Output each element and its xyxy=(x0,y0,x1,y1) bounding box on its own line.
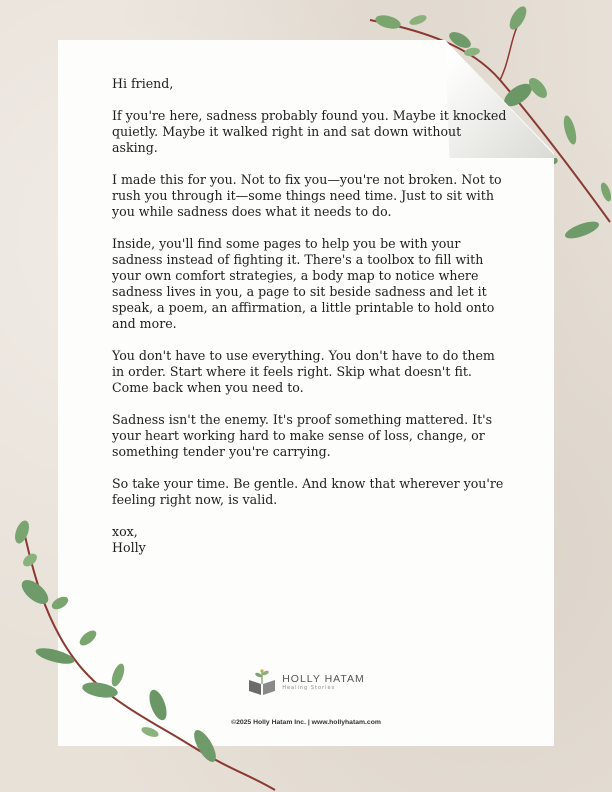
brand-logo xyxy=(247,668,365,696)
logo-name: HOLLY HATAM xyxy=(282,673,365,685)
letter-signature: Holly xyxy=(112,540,146,555)
letter-greeting: Hi friend, xyxy=(112,76,174,91)
copyright-line: ©2025 Holly Hatam Inc. | www.hollyhatam.com xyxy=(231,719,381,726)
logo-tagline: Healing Stories xyxy=(282,685,336,691)
letter-paragraph: Sadness isn't the enemy. It's proof something mattered. It's your heart working hard to make sense of loss, change, or something tender you're carrying. xyxy=(112,412,493,459)
footer-logo xyxy=(58,668,554,700)
letter-paragraph: Inside, you'll find some pages to help you be with your sadness instead of fighting it. There's a toolbox to fill with your own comfort strategies, a body map to notice where sadness lives in you, a page to sit beside sadness and let it speak, a poem, an affirmation, a little printable to hold onto and more. xyxy=(112,236,495,331)
letter-paragraph: You don't have to use everything. You don't have to do them in order. Start where it feels right. Skip what doesn't fit. Come back when you need to. xyxy=(112,348,495,395)
letter-paragraph: So take your time. Be gentle. And know that wherever you're feeling right now, is valid. xyxy=(112,476,504,507)
letter-signoff: xox, xyxy=(112,524,138,539)
letter-paragraph: I made this for you. Not to fix you—you're not broken. Not to rush you through it—some things need time. Just to sit with you while sadness does what it needs to do. xyxy=(112,172,502,219)
letter-body xyxy=(112,76,507,556)
letter-paragraph: If you're here, sadness probably found you. Maybe it knocked quietly. Maybe it walked right in and sat down without asking. xyxy=(112,108,507,155)
book-sprout-icon xyxy=(247,668,277,696)
